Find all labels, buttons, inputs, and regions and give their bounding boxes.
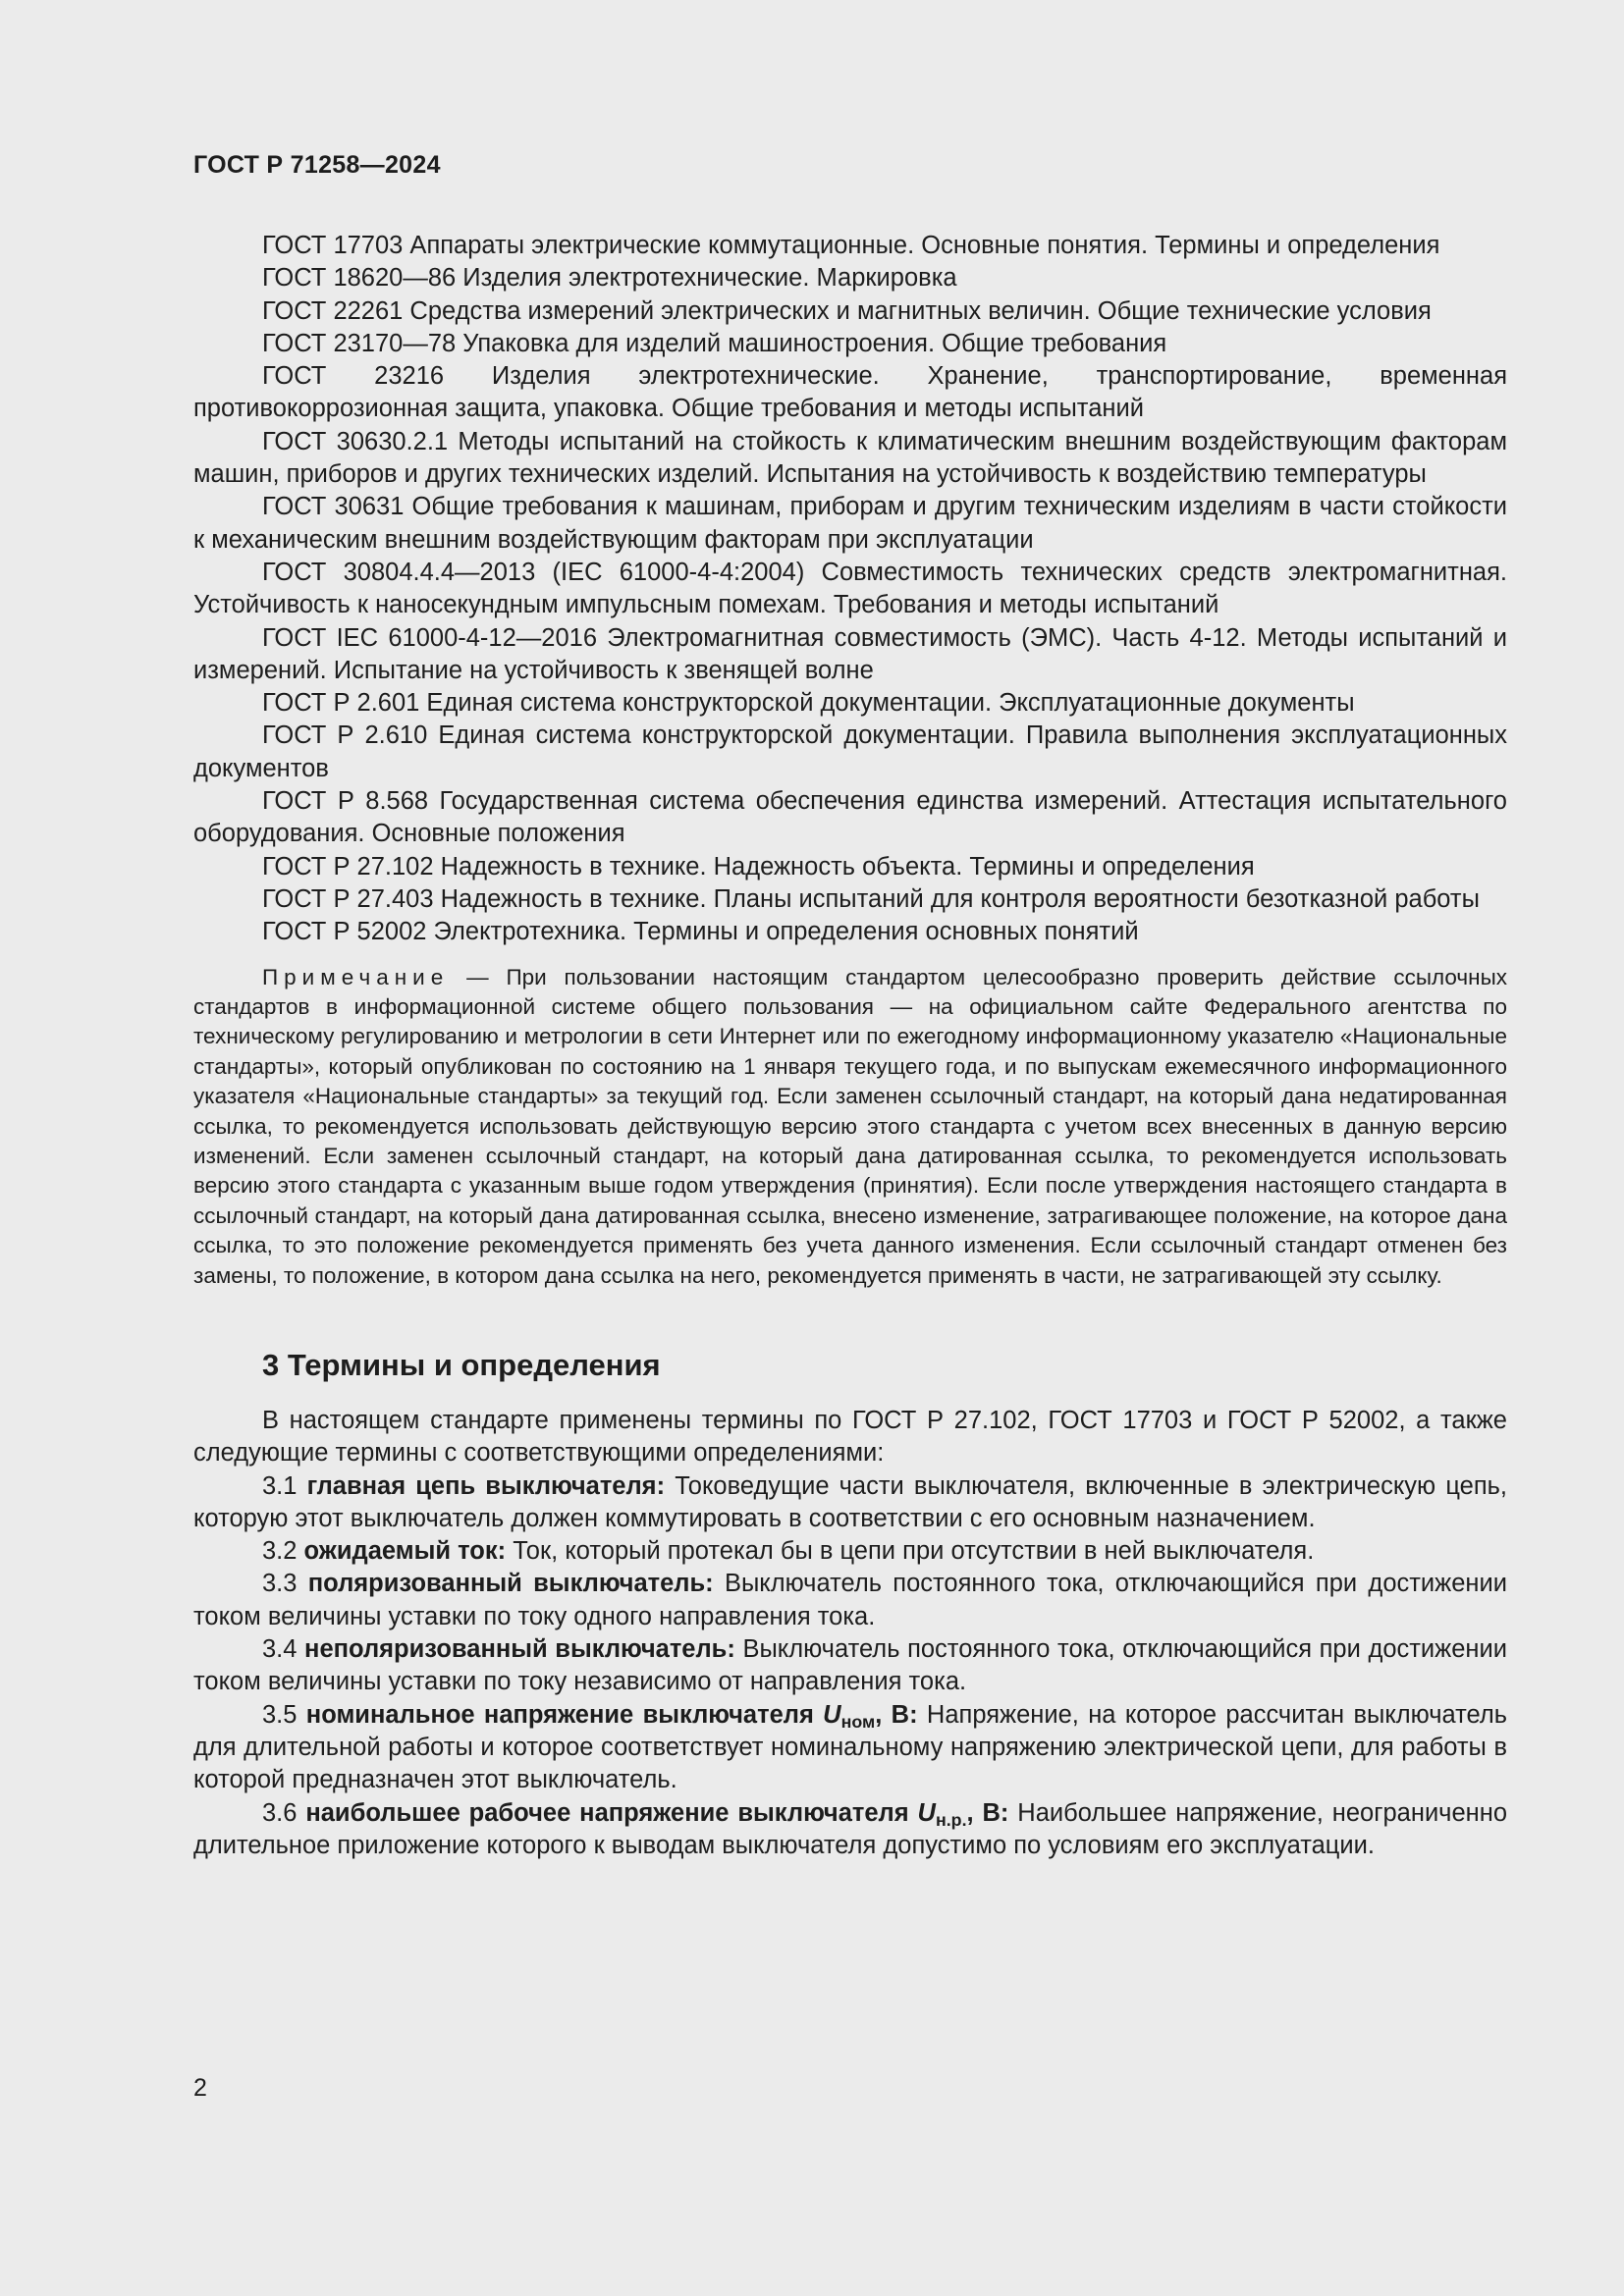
reference-item: ГОСТ 23216 Изделия электротехнические. Хранение, транспортирование, временная противокоррозионная защита, упаковка. Общие требования и методы испытаний (193, 362, 1507, 423)
term-unit: , В: (966, 1798, 1009, 1827)
term-number: 3.2 (262, 1537, 304, 1566)
reference-item: ГОСТ 18620—86 Изделия электротехнические. Маркировка (262, 264, 957, 293)
term-entry (193, 1633, 1507, 1699)
term-name: наибольшее рабочее напряжение выключателя (305, 1798, 918, 1827)
reference-item: ГОСТ Р 52002 Электротехника. Термины и определения основных понятий (262, 918, 1139, 946)
reference-item: ГОСТ Р 2.610 Единая система конструкторской документации. Правила выполнения эксплуатационных документов (193, 721, 1507, 782)
term-number: 3.5 (262, 1700, 306, 1729)
term-name: ожидаемый ток: (303, 1537, 507, 1566)
reference-item: ГОСТ IEC 61000-4-12—2016 Электромагнитная совместимость (ЭМС). Часть 4-12. Методы испытаний и измерений. Испытание на устойчивость к звенящей волне (193, 623, 1507, 684)
page-number: 2 (193, 2074, 207, 2102)
symbol-subscript: ном (840, 1711, 876, 1732)
symbol-letter: U (823, 1700, 841, 1729)
term-definition: Токоведущие части выключателя, включенные в электрическую цепь, которую этот выключатель должен коммутировать в соответствии с его основным назначением. (193, 1471, 1507, 1532)
term-number: 3.3 (262, 1570, 308, 1598)
reference-item: ГОСТ 23170—78 Упаковка для изделий машиностроения. Общие требования (262, 329, 1167, 357)
term-entry (193, 1535, 1507, 1568)
term-definition: Выключатель постоянного тока, отключающийся при достижении током величины уставки по току независимо от направления тока. (193, 1635, 1507, 1696)
reference-item: ГОСТ Р 27.102 Надежность в технике. Надежность объекта. Термины и определения (262, 852, 1255, 881)
note-label: Примечание (262, 964, 450, 989)
term-entry (193, 1568, 1507, 1633)
reference-item: ГОСТ 30804.4.4—2013 (IEC 61000-4-4:2004) Совместимость технических средств электромагнитная. Устойчивость к наносекундным импульсным помехам. Требования и методы испытаний (193, 558, 1507, 619)
term-entry (193, 1699, 1507, 1797)
section-heading: 3 Термины и определения (262, 1348, 661, 1382)
reference-item: ГОСТ Р 8.568 Государственная система обеспечения единства измерений. Аттестация испытательного оборудования. Основные положения (193, 787, 1507, 848)
reference-item: ГОСТ 30630.2.1 Методы испытаний на стойкость к климатическим внешним воздействующим факторам машин, приборов и других технических изделий. Испытания на устойчивость к воздействию температуры (193, 427, 1507, 489)
symbol-letter: U (917, 1798, 936, 1827)
reference-item: ГОСТ 22261 Средства измерений электрических и магнитных величин. Общие технические условия (262, 296, 1432, 325)
note-paragraph (193, 963, 1507, 1291)
term-name: неполяризованный выключатель: (304, 1635, 735, 1664)
reference-item: ГОСТ Р 27.403 Надежность в технике. Планы испытаний для контроля вероятности безотказной работы (262, 884, 1480, 913)
term-entry (193, 1470, 1507, 1536)
term-unit: , В: (875, 1700, 918, 1729)
term-definition: Выключатель постоянного тока, отключающийся при достижении током величины уставки по току одного направления тока. (193, 1570, 1507, 1630)
normative-references (193, 230, 1507, 949)
term-symbol (917, 1798, 967, 1830)
symbol-subscript: н.р. (935, 1809, 967, 1830)
term-definition: Ток, который протекал бы в цепи при отсутствии в ней выключателя. (506, 1537, 1315, 1566)
note-text: — При пользовании настоящим стандартом целесообразно проверить действие ссылочных стандартов в информационной системе общего пользования — на официальном сайте Федерального агентства по техническому регулированию и метрологии в сети Интернет или по ежегодному информационному указателю «Национальные стандарты», который опубликован по состоянию на 1 января текущего года, и по выпускам ежемесячного информационного указателя «Национальные стандарты» за текущий год. Если заменен ссылочный стандарт, на который дана недатированная ссылка, то рекомендуется использовать действующую версию этого стандарта с учетом всех внесенных в данную версию изменений. Если заменен ссылочный стандарт, на который дана датированная ссылка, то рекомендуется использовать версию этого стандарта с указанным выше годом утверждения (принятия). Если после утверждения настоящего стандарта в ссылочный стандарт, на который дана датированная ссылка, внесено изменение, затрагивающее положение, на которое дана ссылка, то это положение рекомендуется применять без учета данного изменения. Если ссылочный стандарт отменен без замены, то положение, в котором дана ссылка на него, рекомендуется применять в части, не затрагивающей эту ссылку. (193, 964, 1507, 1288)
reference-item: ГОСТ 30631 Общие требования к машинам, приборам и другим техническим изделиям в части стойкости к механическим внешним воздействующим факторам при эксплуатации (193, 493, 1507, 554)
reference-item: ГОСТ Р 2.601 Единая система конструкторской документации. Эксплуатационные документы (262, 689, 1355, 718)
document-header: ГОСТ Р 71258—2024 (193, 151, 441, 179)
section-intro: В настоящем стандарте применены термины по ГОСТ Р 27.102, ГОСТ 17703 и ГОСТ Р 52002, а также следующие термины с соответствующими определениями: (193, 1407, 1507, 1468)
term-definition: Наибольшее напряжение, неограниченно длительное приложение которого к выводам выключателя допустимо по условиям его эксплуатации. (193, 1798, 1507, 1859)
term-number: 3.6 (262, 1798, 306, 1827)
section-terms (193, 1346, 1507, 1862)
reference-item: ГОСТ 17703 Аппараты электрические коммутационные. Основные понятия. Термины и определения (262, 232, 1440, 259)
term-name: поляризованный выключатель: (307, 1570, 714, 1598)
term-entry (193, 1797, 1507, 1863)
term-symbol (823, 1700, 876, 1732)
term-name: номинальное напряжение выключателя (305, 1700, 824, 1729)
document-page (193, 147, 1507, 1862)
term-number: 3.4 (262, 1635, 305, 1664)
term-name: главная цепь выключателя: (306, 1471, 666, 1500)
term-number: 3.1 (262, 1471, 307, 1500)
term-definition: Напряжение, на которое рассчитан выключатель для длительной работы и которое соответствует номинальному напряжению электрической цепи, для работы в которой предназначен этот выключатель. (193, 1700, 1507, 1794)
